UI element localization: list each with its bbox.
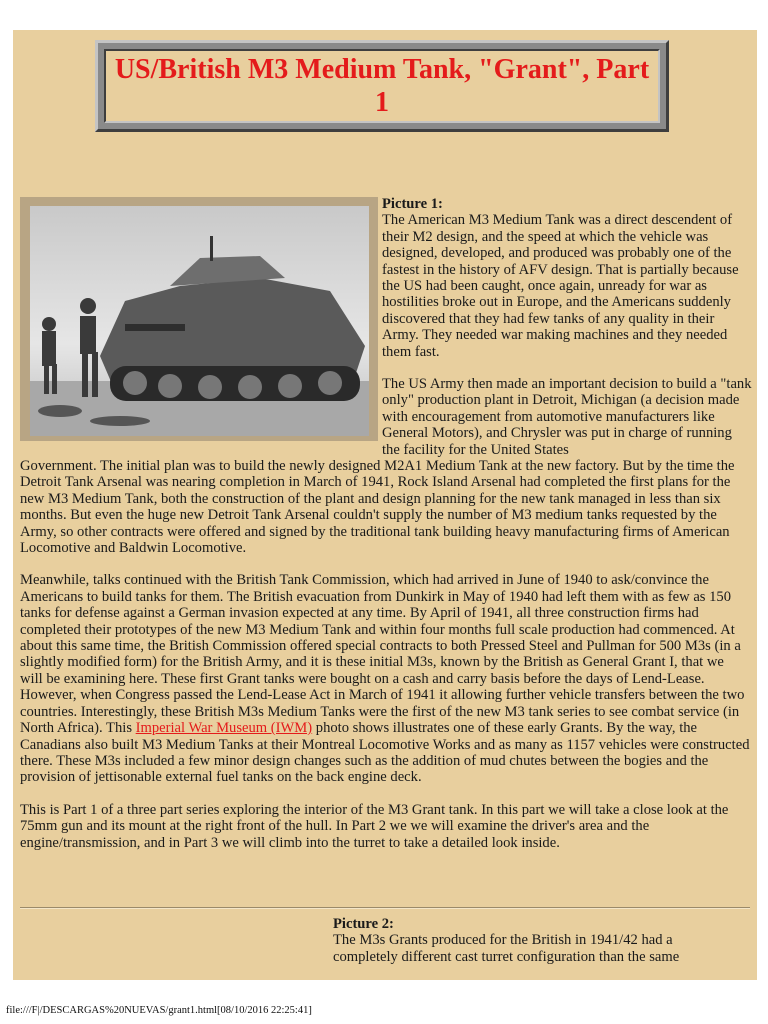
picture1-paragraph-4: This is Part 1 of a three part series exploring the interior of the M3 Grant tank. In this part we will take a close look at the 75mm gun and its mount at the right front of the hull. In Part 2 we we will examine the driver's area and the engine/transmission, and in Part 3 we will climb into the turret to take a detailed look inside. <box>20 801 729 851</box>
article-page <box>13 30 757 980</box>
page-title: US/British M3 Medium Tank, "Grant", Part 1 <box>114 54 650 118</box>
title-frame <box>95 40 669 132</box>
picture1-paragraph-3 <box>20 572 750 785</box>
section-divider <box>20 907 750 909</box>
picture1-caption: Picture 1: <box>382 196 443 212</box>
picture2-text <box>333 916 733 965</box>
paragraph-3-text-a: Meanwhile, talks continued with the British Tank Commission, which had arrived in June of 1940 to ask/convince the Americans to build tanks for them. The British evacuation from Dunkirk in May of 1940 had left them with as few as 150 tanks for defense against a German invasion expected at any time. By April of 1941, all three construction firms had completed their prototypes of the new M3 Medium Tank and within four months full scale production had commenced. At about this same time, the British Commission offered special contracts to both Pressed Steel and Pullman for 500 M3s (in a slightly modified form) for the British Army, and it is these initial M3s, known by the British as General Grant I, that we will be examining here. These first Grant tanks were bought on a cash and carry basis before the days of Lend-Lease. However, when Congress passed the Lend-Lease Act in March of 1941 it allowing further vehicle transfers between the two countries. Interestingly, these British M3s Medium Tanks were the first of the new M3 tank series to see combat service (in North Africa). This <box>20 572 745 737</box>
picture2-paragraph: The M3s Grants produced for the British in 1941/42 had a completely different cast turret configuration than the same <box>333 932 680 965</box>
picture2-caption: Picture 2: <box>333 916 394 932</box>
paragraph-3-text-b: photo shows illustrates one of these early Grants. By the way, the Canadians also built M3 Medium Tanks at their Montreal Locomotive Works and as many as 1157 vehicles were constructed there. These M3s included a few minor design changes such as the addition of mud chutes between the bogies and the provision of jettisonable external fuel tanks on the back engine deck. <box>20 720 750 786</box>
title-box <box>104 49 660 123</box>
picture1-paragraph-1: The American M3 Medium Tank was a direct descendent of their M2 design, and the speed at which the vehicle was designed, developed, and produced was probably one of the fastest in the history of AFV design. That is partially because the US had been caught, once again, unready for war as hostilities broke out in Europe, and the Americans suddenly discovered that they had few tanks of any quality in their Army. They needed war making machines and they needed them fast. <box>382 212 739 360</box>
file-path-footer: file:///F|/DESCARGAS%20NUEVAS/grant1.html[08/10/2016 22:25:41] <box>6 1005 312 1016</box>
tank-photo-image <box>30 206 369 436</box>
picture1-full-text <box>20 458 750 851</box>
picture1-paragraph-2-end: Government. The initial plan was to build the newly designed M2A1 Medium Tank at the new factory. But by the time the Detroit Tank Arsenal was nearing completion in March of 1941, Rock Island Arsenal had completed the first plans for the new M3 Medium Tank, both the construction of the plant and design planning for the new tank managed in less than six months. But even the huge new Detroit Tank Arsenal couldn't supply the number of M3 medium tanks requested by the Army, so other contracts were offered and signed by the traditional tank building heavy manufacturing firms of American Locomotive and Baldwin Locomotive. <box>20 458 735 557</box>
picture1-paragraph-2-start: The US Army then made an important decision to build a "tank only" production plant in Detroit, Michigan (a decision made with encouragement from automotive manufacturers like General Motors), and Chrysler was put in charge of running the facility for the United States <box>382 376 752 458</box>
iwm-link[interactable]: Imperial War Museum (IWM) <box>135 720 313 737</box>
tank-photo <box>20 197 378 441</box>
picture1-float-text <box>382 196 752 458</box>
